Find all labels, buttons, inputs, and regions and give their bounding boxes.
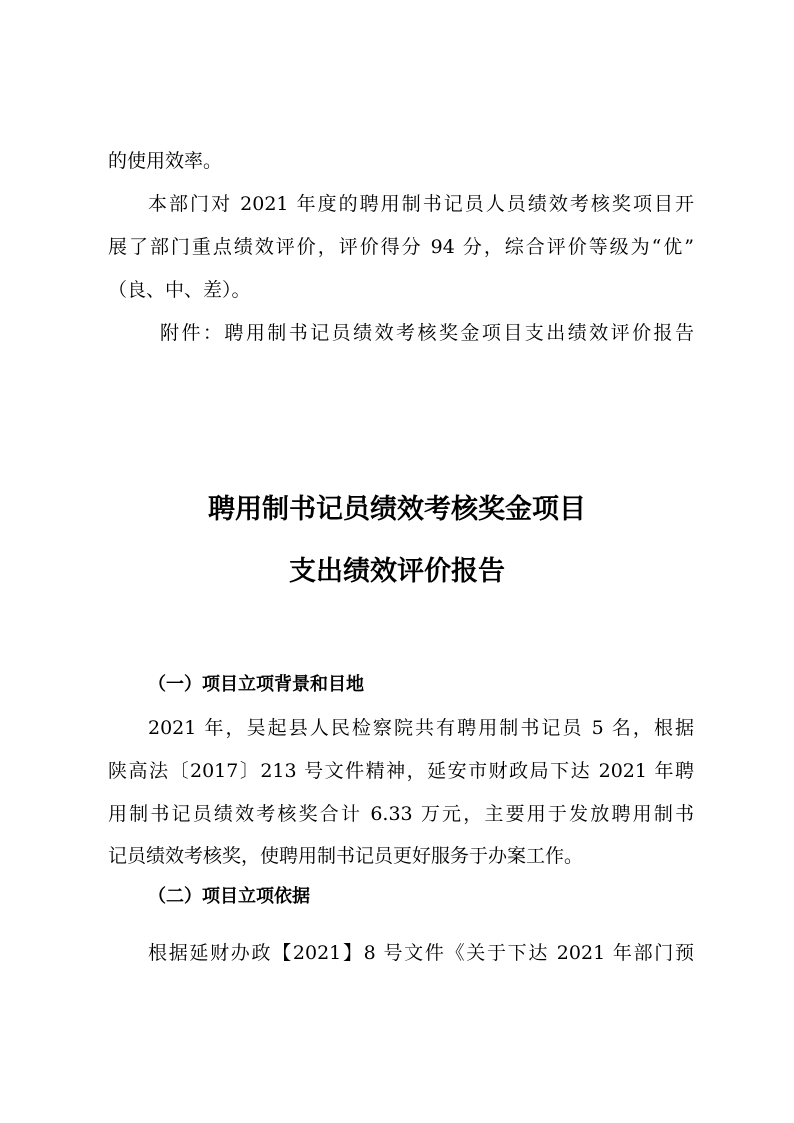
section-2-line-1: 根据延财办政【2021】8 号文件《关于下达 2021 年部门预 bbox=[148, 942, 694, 964]
report-title-line-2: 支出绩效评价报告 bbox=[289, 556, 505, 587]
section-1-line-1: 2021 年，吴起县人民检察院共有聘用制书记员 5 名，根据 bbox=[148, 717, 694, 739]
section-2-heading: （二）项目立项依据 bbox=[148, 886, 310, 907]
section-1-line-4: 记员绩效考核奖，使聘用制书记员更好服务于办案工作。 bbox=[108, 845, 584, 867]
attachment-note: 附件：聘用制书记员绩效考核奖金项目支出绩效评价报告 bbox=[160, 322, 694, 344]
section-1-heading: （一）项目立项背景和目地 bbox=[148, 674, 364, 695]
intro-line-1: 的使用效率。 bbox=[108, 150, 223, 172]
section-1-line-2: 陕高法〔2017〕213 号文件精神，延安市财政局下达 2021 年聘 bbox=[108, 760, 694, 782]
intro-line-2: 本部门对 2021 年度的聘用制书记员人员绩效考核奖项目开 bbox=[148, 193, 694, 215]
intro-line-4: （良、中、差）。 bbox=[108, 279, 251, 301]
intro-line-3: 展了部门重点绩效评价，评价得分 94 分，综合评价等级为“优” bbox=[108, 236, 694, 258]
report-title-line-1: 聘用制书记员绩效考核奖金项目 bbox=[208, 494, 586, 525]
section-1-line-3: 用制书记员绩效考核奖合计 6.33 万元，主要用于发放聘用制书 bbox=[108, 803, 694, 825]
